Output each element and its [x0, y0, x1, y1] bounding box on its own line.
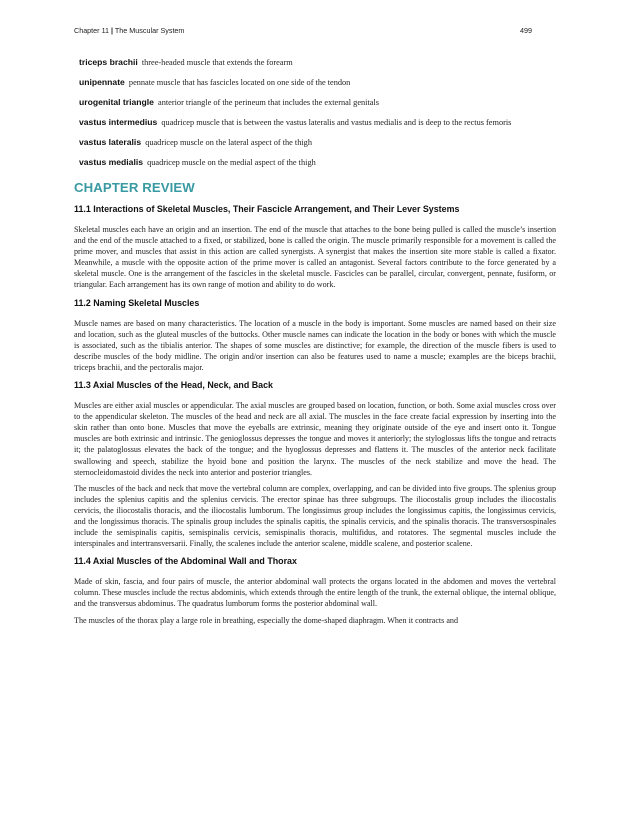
- section-paragraph: Muscles are either axial muscles or appendicular. The axial muscles are grouped based on location, function, or both. Some axial muscles cross over to the appendicular skeleton. The muscles of the head and neck are all axial. The muscles in the face create facial expression by inserting into the skin rather than onto bone. Muscles that move the eyeballs are extrinsic, meaning they originate outside of the eye and insert onto it. Tongue muscles are both extrinsic and intrinsic. The genioglossus depresses the tongue and moves it anteriorly; the styloglossus lifts the tongue and retracts it; the palatoglossus elevates the back of the tongue; and the hyoglossus depresses and flattens it. The muscles of the anterior neck facilitate swallowing and speech, stabilize the hyoid bone and position the larynx. The muscles of the neck stabilize and move the head. The sternocleidomastoid divides the neck into anterior and posterior triangles.: [74, 401, 556, 477]
- section-heading: 11.2 Naming Skeletal Muscles: [74, 297, 200, 308]
- section-paragraph: The muscles of the back and neck that move the vertebral column are complex, overlapping, and can be divided into five groups. The splenius group includes the splenius capitis and the splenius cervicis. The erector spinae has three subgroups. The iliocostalis group includes the iliocostalis cervicis, the iliocostalis thoracis, and the iliocostalis lumborum. The longissimus group includes the longissimus capitis, the longissimus cervicis, and the longissimus thoracis. The spinalis group includes the spinalis capitis, the spinalis cervicis, and the spinalis thoracis. The transversospinales include the semispinalis capitis, semispinalis cervicis, semispinalis thoracis, multifidus, and rotatores. The segmental muscles include the interspinales and intertransversarii. Finally, the scalenes include the anterior scalene, middle scalene, and posterior scalene.: [74, 483, 556, 549]
- page-content: [74, 56, 556, 631]
- section-heading: 11.4 Axial Muscles of the Abdominal Wall and Thorax: [74, 556, 297, 567]
- glossary-term: vastus medialis: [79, 157, 144, 167]
- glossary-definition: three-headed muscle that extends the forearm: [141, 58, 293, 67]
- glossary-definition: quadricep muscle on the lateral aspect of the thigh: [145, 138, 312, 147]
- section-paragraph: Skeletal muscles each have an origin and an insertion. The end of the muscle that attaches to the bone being pulled is called the muscle’s insertion and the end of the muscle attached to a fixed, or stabilized, bone is called the origin. The muscle primarily responsible for a movement is called the prime mover, and muscles that assist in this action are called synergists. A synergist that makes the insertion site more stable is called a fixator. Meanwhile, a muscle with the opposite action of the prime mover is called an antagonist. Several factors contribute to the force generated by a skeletal muscle. One is the arrangement of the fascicles in the skeletal muscle. Fascicles can be parallel, circular, convergent, pennate, fusiform, or triangular. Each arrangement has its own range of motion and ability to do work.: [74, 225, 556, 290]
- glossary-term: vastus intermedius: [79, 117, 158, 127]
- glossary-definition: anterior triangle of the perineum that includes the external genitals: [158, 98, 379, 107]
- section-paragraph: Made of skin, fascia, and four pairs of muscle, the anterior abdominal wall protects the organs located in the abdomen and moves the vertebral column. These muscles include the rectus abdominis, which extends through the entire length of the trunk, the external oblique, the internal oblique, and the transversus abdominus. The quadratus lumborum forms the posterior abdominal wall.: [74, 577, 556, 609]
- section-heading: 11.3 Axial Muscles of the Head, Neck, and Back: [74, 380, 273, 391]
- glossary-entry: [79, 76, 556, 89]
- glossary-term: triceps brachii: [79, 57, 138, 67]
- chapter-title: The Muscular System: [114, 26, 185, 35]
- page-number: 499: [520, 26, 532, 35]
- glossary-definition: quadricep muscle on the medial aspect of the thigh: [147, 158, 316, 167]
- glossary-entry: [79, 56, 556, 69]
- glossary-entry: [79, 116, 556, 129]
- glossary-term: urogenital triangle: [79, 97, 154, 107]
- section-heading: 11.1 Interactions of Skeletal Muscles, Their Fascicle Arrangement, and Their Lever Systems: [74, 204, 460, 214]
- glossary-term: vastus lateralis: [79, 137, 142, 147]
- chapter-label: Chapter 11: [74, 26, 110, 35]
- glossary-term: unipennate: [79, 77, 125, 87]
- glossary-entry: [79, 96, 556, 109]
- running-head-separator: |: [111, 26, 114, 35]
- section-paragraph: The muscles of the thorax play a large role in breathing, especially the dome-shaped diaphragm. When it contracts and: [74, 615, 459, 625]
- glossary-entry: [79, 156, 556, 169]
- glossary-definition: quadricep muscle that is between the vastus lateralis and vastus medialis and is deep to the rectus femoris: [161, 118, 512, 127]
- running-head-chapter: [74, 26, 184, 35]
- glossary-definition: pennate muscle that has fascicles located on one side of the tendon: [128, 78, 351, 87]
- chapter-review-title: CHAPTER REVIEW: [74, 180, 195, 195]
- glossary-entry: [79, 136, 556, 149]
- section-paragraph: Muscle names are based on many characteristics. The location of a muscle in the body is important. Some muscles are named based on their size and location, such as the gluteal muscles of the buttocks. Other muscle names can indicate the location in the body or bones with which the muscle is associated, such as the tibialis anterior. The shapes of some muscles are distinctive; for example, the direction of the muscle fibers is used to describe muscles of the body midline. The origin and/or insertion can also be features used to name a muscle; examples are the biceps brachii, triceps brachii, and the pectoralis major.: [74, 318, 556, 372]
- glossary-list: [74, 56, 556, 169]
